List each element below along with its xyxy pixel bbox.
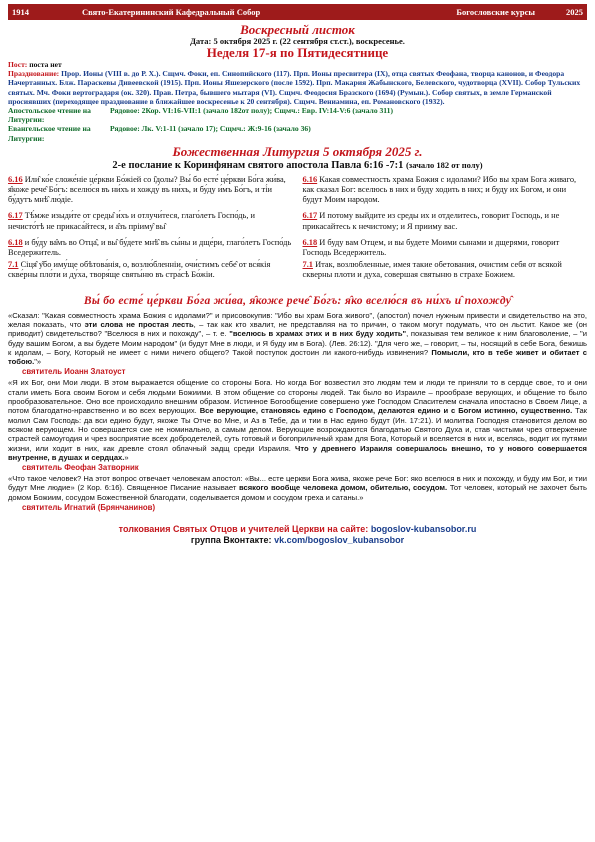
feasts-value: Прор. Ионы (VIII в. до Р. Х.). Сщмч. Фоки, еп. Синопийского (117). Прп. Ионы пресвитера (IX), отца святых Феофана, творца канонов, и Феодора Начертанных. Блж. Параскевы Дивеевской (1915). Прп. Ионы Яшезерского (после 1592). Прп. Макария Жабынского, Белевского, чудотворца (XVII). Собор Тульских святых. Мч. Фоки вертоградаря (ок. 320). Прав. Петра, бывшего мытаря (VI). Сщмч. Феодосия Бразского (1694) (Румын.). Собор святых, в земле Германской просиявших (переходящее празднование в ближайшее воскресенье к 20 сентября). Сщмч. Вениамина, еп. Романовского (1932). [8,69,581,106]
date-line: Дата: 5 октября 2025 г. (22 сентября ст.ст.), воскресенье. [190,36,405,46]
verse-ru [303,238,588,258]
commentary-theophan [8,378,587,462]
footer-site-line [8,524,587,534]
top-year-right: 2025 [566,7,583,17]
verse-number: 6.18 [302,237,318,247]
verse-number: 6.16 [302,174,318,184]
verse-text: Или̂ ко́е сложе́ніе це́ркви Бо́жіей со і̂долы? Вы́ бо есте́ це́ркви Бо́га жи́ва, я̂коже рече̂ Бо́гъ: вселю́ся въ ни́хъ и хожду́ въ ни́хъ, и бу́ду и́мъ Бо́гъ, и ті́и бу́дутъ мнѣ̂ лю́діе. [8,174,286,205]
feasts-label: Празднование: [8,69,60,79]
week-title: Неделя 17-я по Пятидесятнице [206,45,389,60]
verse-number: 7.1 [302,260,313,270]
comm-bold: Все верующие, становясь едино с Господом, делаются едино и с Богом истинно, существенно. [199,406,573,416]
top-org-name: Свято-Екатерининский Кафедральный Собор [82,7,261,17]
comm-text: Тот человек, который не захочет быть домом Божиим, сосудом Божественной благодати, соделывается домом и сосудом греха и сатаны.» [8,483,587,502]
gospel-value: Рядовое: Лк. V:1-11 (зачало 17); Сщмч.: Ж:9-16 (зачало 36) [110,124,311,134]
verses-columns [8,175,587,287]
verse-slav [8,238,293,258]
epistle-title-text: 2-е послание к Коринфянам святого апостола Павла 6:16 -7:1 [112,159,404,171]
footer [8,524,587,545]
comm-text: » [124,452,129,462]
feasts-block [8,69,587,106]
verse-number: 7.1 [8,260,19,270]
comm-bold: Что у древнего Израиля совершалось внешно, то у нового совершается внутренне, в душах и сердцах. [8,443,587,462]
verse-ru [303,175,588,206]
verse-text: и бу́ду ва̂мъ во Отца̂, и вы̂ бу́дете мнѣ̂ въ сы́ны и дще́ри, глаго́летъ Госпо́дь Вседержи́тель. [8,237,292,258]
signature-chrysostom: святитель Иоанн Златоуст [22,367,126,377]
commentary-ignatius [8,474,587,502]
page [8,4,587,838]
apostle-value: Рядовое: 2Кор. VI:16-VII:1 (зачало 182от полу); Сщмч.: Евр. IV:14-V:6 (зачало 311) [110,106,394,116]
commentary-chrysostom [8,311,587,367]
verse-text: Итак, возлюбленные, имея такие обетования, очистим себя от всякой скверны плоти и духа, совершая святыню в страхе Божием. [302,260,562,280]
verse-slav [8,211,293,231]
comm-bold: эти слова не простая лесть [84,319,194,329]
russian-column [303,175,588,287]
comm-text: "» [34,357,42,367]
top-course-name: Богословские курсы [456,7,535,17]
slavonic-banner: Вы́ бо есте́ це́ркви Бо́га жи́ва, я̂коже рече̂ Бо́гъ: я̂ко вселю́ся въ ни́хъ и̂ похожду̂ [83,294,512,307]
fast-value: поста нет [29,60,62,69]
comm-text: , – так как кто хвалит, не представляя на то причин, о таком могут подумать, что он льстит. Какое же (он приводит) свидетельство? "Вселюся в них и похожду", – т. е. [8,319,587,339]
comm-bold: "вселюсь в храмах этих и в них буду ходить" [229,329,407,339]
comm-text: Так молил Сам Господь: да вси едино будут, якоже Ты Отче во Мне, и Аз в Тебе, да и тии в Нас едино будут (Ин. 17:21). И молитва Господня становится делом во всяком верующем. Но совершается сие не номинально, а самым делом. Верующие возрождаются благодатью Святого Духа и, став чистыми чрез отвержение страстей самоугодия и чрез восприятие всех добродетелей, суть готовый и богоприличный храм для Бога, Который и вселяется в них и, вселясь, водит их путями жизни, или ходит в них, как древле стоял облачный эадщ среди Израиля. [8,406,587,453]
verse-text: Какая совместность храма Божия с идолами? Ибо вы храм Бога живаго, как сказал Бог: вселюсь в них и буду ходить в них; и буду их Богом, и они будут Моим народом. [302,174,577,205]
top-banner [8,4,587,20]
footer-vk-link[interactable]: vk.com/bogoslov_kubansobor [274,535,405,545]
comm-text: «Я их Бог, они Мои люди. В этом выражается общение со стороны Бога. Но когда Бог возвестил это людям тем и люди те приняли то в сердце свое, то и они стали иметь Бога своим Богом и себя людьми Божиими. В этом общение со стороны людей. Так было во Израиле – прообразе верующих, и общение то было прообразовательное. Оно все происходило внешним образом. Истинное Богообщение совершено уже Господом Спасителем сначала ипостасно в Своем Лице, а потом благодатно-нравственно и во всех верующих. [8,378,587,416]
verse-number: 6.18 [8,237,23,247]
fast-label: Пост: [8,60,28,69]
gospel-label: Евангельское чтение на Литургии: [8,124,91,143]
verse-slav [8,260,293,280]
gospel-reading [8,124,587,142]
apostle-reading [8,106,587,124]
verse-text: Тѣ́мже изыди́те от среды̂ и́хъ и отлучи́теся, глаго́летъ Госпо́дь, и нечисто́тѣ не прикаса́йтеся, и а̂зъ пріиму̂ вы̂ [8,211,256,231]
apostle-label: Апостольское чтение на Литургии: [8,106,91,125]
footer-site-text: толкования Святых Отцов и учителей Церкви на сайте: [118,524,371,534]
epistle-subtitle: (зачало 182 от полу) [405,159,483,170]
verse-slav [8,175,293,206]
top-year-left: 1914 [12,7,29,17]
epistle-title [8,159,587,172]
fast-line [8,60,587,69]
footer-vk-line [8,535,587,545]
verse-text: Сіця̂ у̂бо иму́ще обѣтова́нія, о, возлю́бленніи, очи́стимъ себе̂ от вся́кія скве́рны пло́ти и ду́ха, творя́ще святы́ню въ стра́сѣ Бо́жіи. [8,260,271,280]
verse-number: 6.17 [302,211,318,221]
footer-vk-text: группа Вконтакте: [190,535,275,545]
signature-theophan: святитель Феофан Затворник [22,463,139,473]
slavonic-column [8,175,293,287]
comm-text: , показывая тем великое к ним благоволение, – "и буду вашим Богом, а вы будете Моим народом" (и будут Мне в люди, и Я буду им в Бога). (Лев. 26:12). "Для чего же, – говорит, – ты, носящий в себе Бога, бежишь к идолам, – Богу, Который не имеет с ними ничего общего? Такой поступок достоин ли какого-нибудь извинения? [8,329,587,357]
comm-bold: всякого вообще человека домом, обителью, сосудом. [239,483,448,493]
liturgy-title: Божественная Литургия 5 октября 2025 г. [172,143,423,159]
comm-bold: Помысли, кто в тебе живет и обитает с тобою. [8,347,587,367]
comm-text: «Сказал: "Какая совместность храма Божия с идолами?" и присовокупив: "Ибо вы храм Бога живого", (апостол) почел нужным привести и свидетельство на это, желая показать, что [8,310,587,329]
verse-number: 6.17 [8,211,23,221]
verse-ru [303,211,588,231]
verse-number: 6.16 [8,174,23,184]
verse-text: И потому выйдите из среды их и отделитесь, говорит Господь, и не прикасайтесь к нечистому; и Я прииму вас. [302,211,560,231]
verse-text: И буду вам Отцем, и вы будете Моими сынами и дщерями, говорит Господь Вседержитель. [302,237,560,258]
comm-text: «Что такое человек? На этот вопрос отвечает человекам апостол: «Вы... есте церкви Бога жива, якоже рече Бог: яко вселюся в них и похожду, и буду им Бог, и тии будут Мне людие» (2 Кор. 6:16). Священное Писание называет [8,474,587,493]
verse-ru [303,260,588,280]
footer-site-link[interactable]: bogoslov-kubansobor.ru [370,524,477,534]
page-title: Воскресный листок [240,22,355,37]
signature-ignatius: святитель Игнатий (Брянчанинов) [22,503,156,512]
